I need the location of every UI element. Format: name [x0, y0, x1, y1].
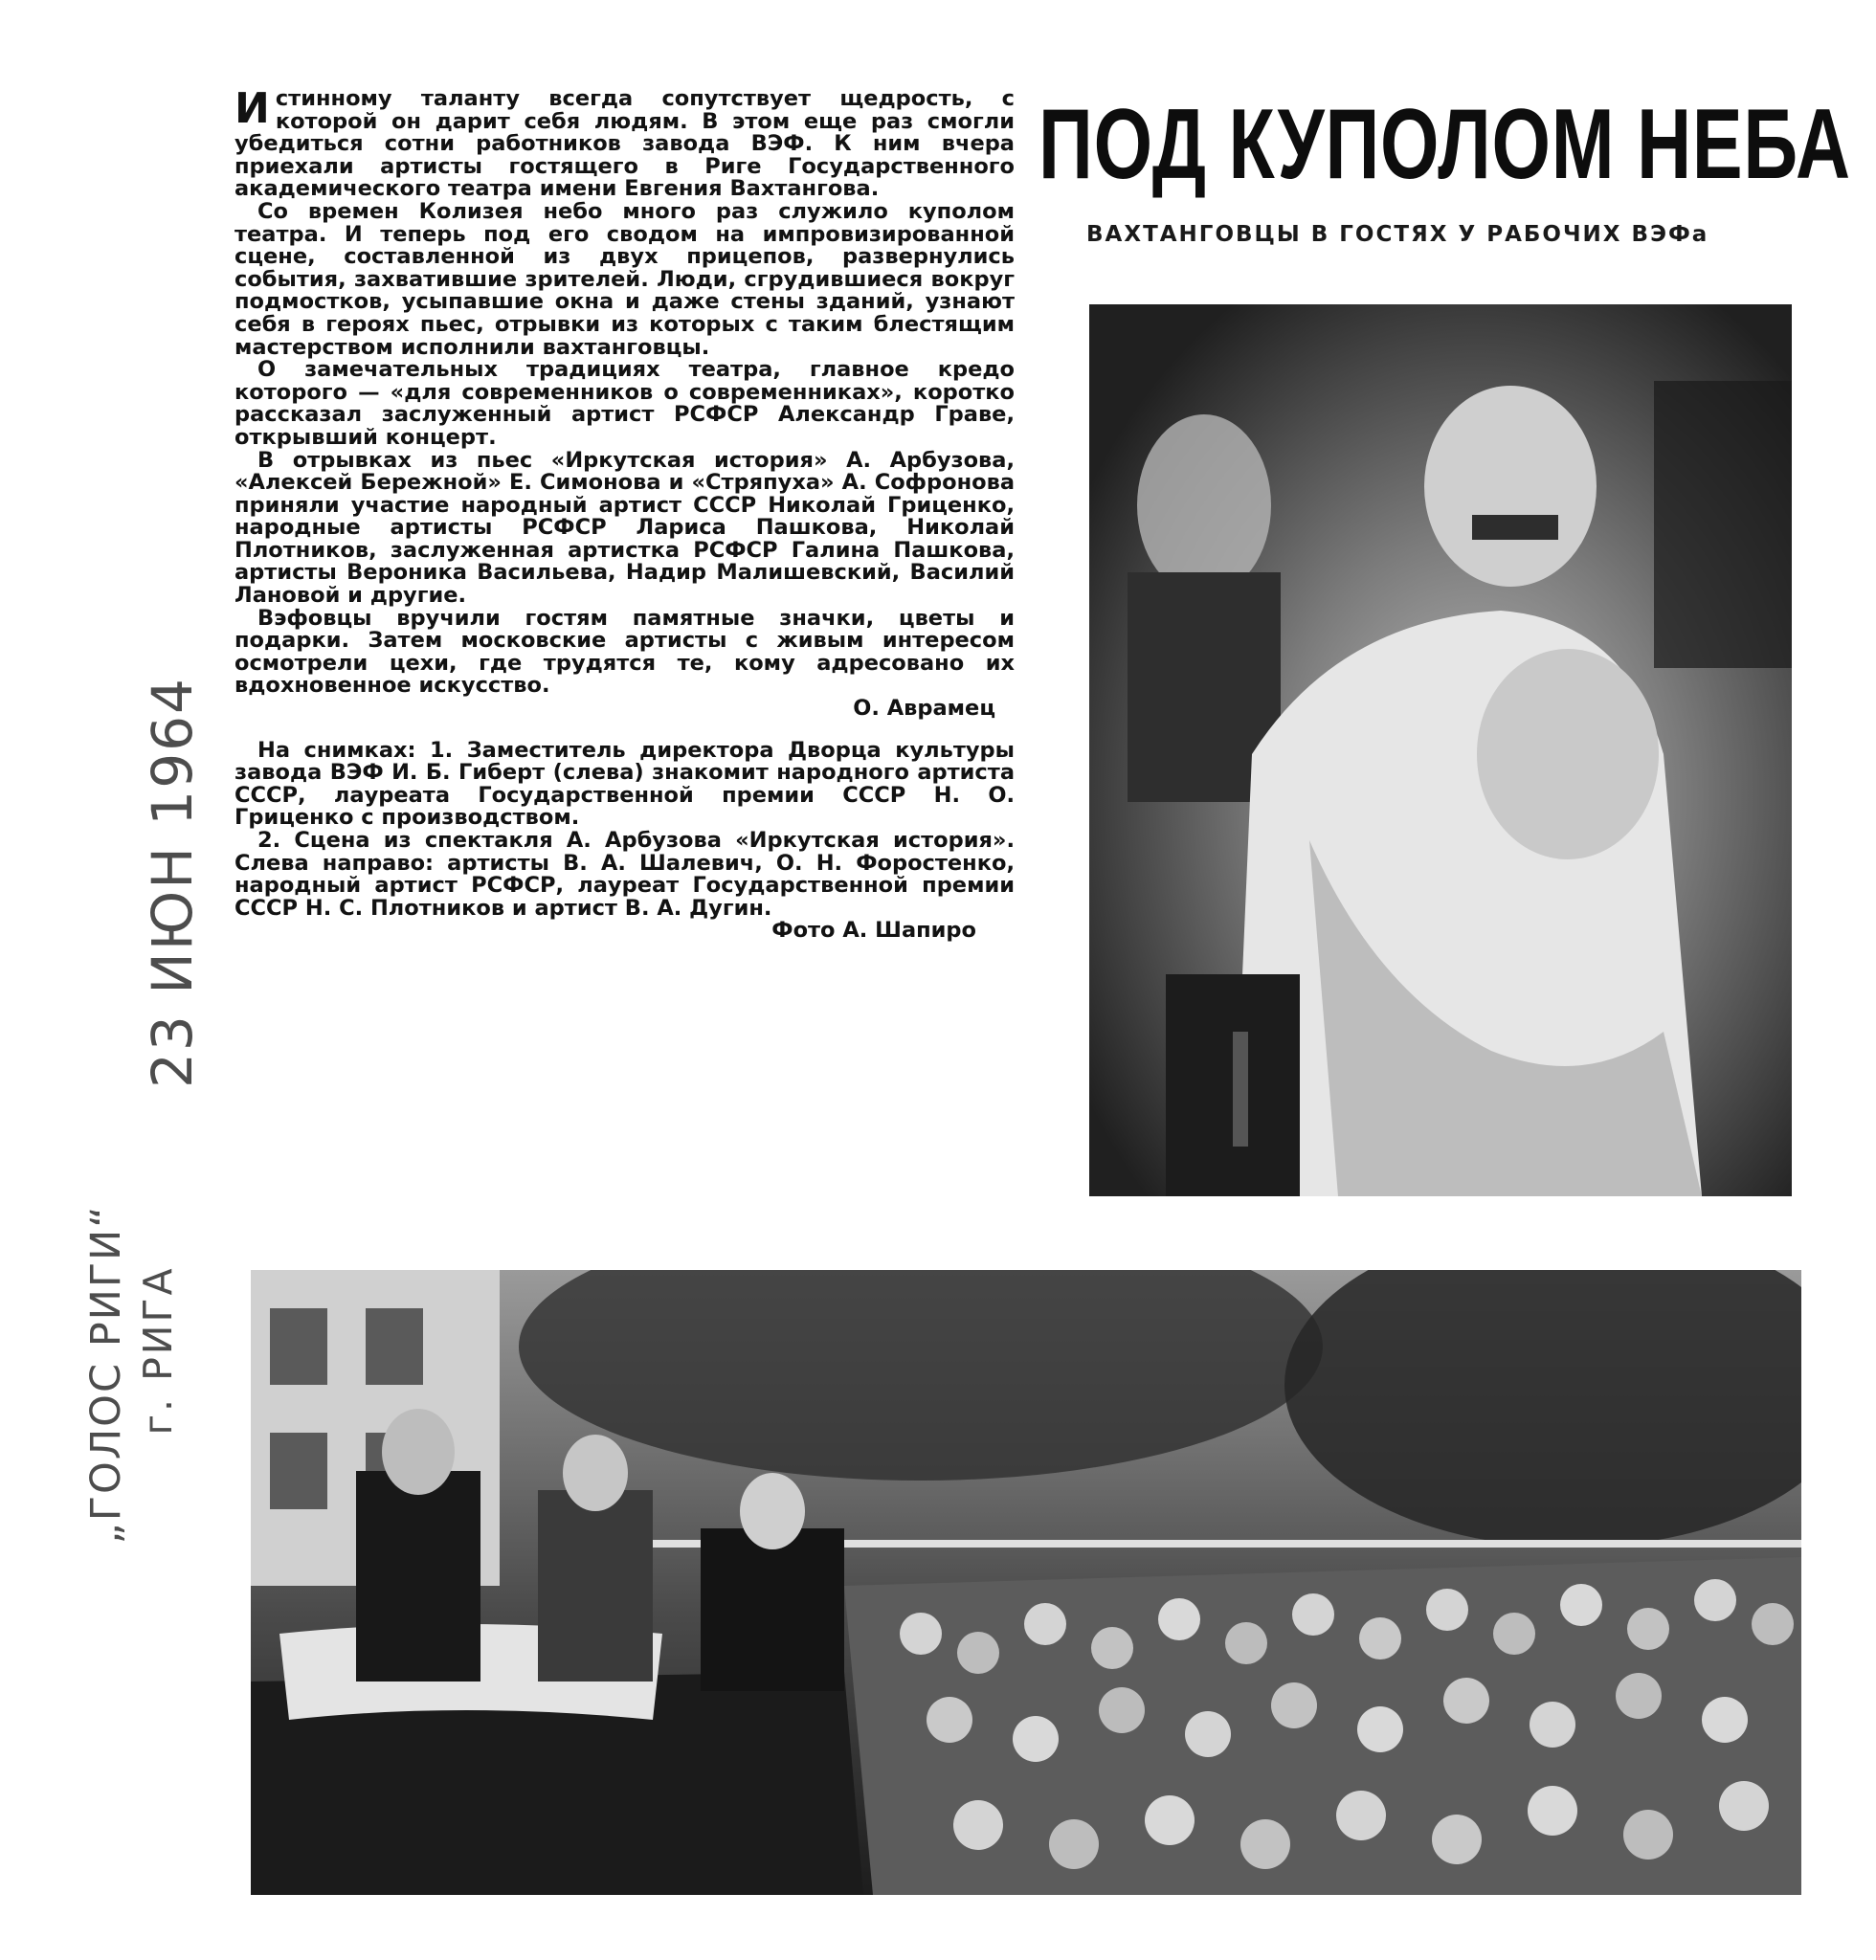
photo-stage-scene: [251, 1270, 1801, 1895]
photo-captions: [234, 737, 1015, 944]
article-paragraph-3: О замечательных традициях театра, главное кредо которого — «для современников о современниках», коротко рассказал заслуженный артист РСФСР Александр Граве, открывший концерт.: [234, 357, 1015, 450]
author-signature: О. Аврамец: [853, 696, 995, 722]
city-stamp: г. РИГА: [135, 1265, 181, 1436]
article-body: [234, 84, 1015, 944]
newspaper-name-stamp: „ГОЛОС РИГИ“: [82, 1204, 130, 1545]
article-paragraph-5: Вэфовцы вручили гостям памятные значки, цветы и подарки. Затем московские артисты с живым интересом осмотрели цехи, где трудятся те, кому адресовано их вдохновенное искусство.: [234, 605, 1015, 699]
paragraph-1-text: стинному таланту всегда сопутствует щедрость, с которой он дарит себя людям. В этом еще раз смогли убедиться сотни работников завода ВЭФ. К ним вчера приехали артисты гостящего в Риге Государственного академического театра имени Евгения Вахтангова.: [234, 86, 1015, 202]
photo-workshop-image: [1089, 304, 1792, 1196]
article-paragraph-4: В отрывках из пьес «Иркутская история» А. Арбузова, «Алексей Бережной» Е. Симонова и «Стряпуха» А. Софронова приняли участие народный артист СССР Николай Гриценко, народные артисты РСФСР Лариса Пашкова, Николай Плотников, заслуженная артистка РСФСР Галина Пашкова, артисты Вероника Васильева, Надир Малишевский, Василий Лановой и другие.: [234, 447, 1015, 609]
photo-caption-2: 2. Сцена из спектакля А. Арбузова «Иркутская история». Слева направо: артисты В. А. Шалевич, О. Н. Форостенко, народный артист РСФСР, лауреат Государственной премии СССР Н. С. Плотников и артист В. А. Дугин.: [234, 828, 1015, 921]
photo-stage-image: [251, 1270, 1801, 1895]
photo-workshop-visit: [1089, 304, 1792, 1196]
archive-date-stamp: 23 ИЮН 1964: [140, 677, 205, 1088]
photo-credit: Фото А. Шапиро: [771, 918, 976, 944]
photo-caption-1: На снимках: 1. Заместитель директора Дворца культуры завода ВЭФ И. Б. Гиберт (слева) знакомит народного артиста СССР, лауреата Государственной премии СССР Н. О. Гриценко с производством.: [234, 737, 1015, 831]
article-subheadline: ВАХТАНГОВЦЫ В ГОСТЯХ У РАБОЧИХ ВЭФа: [1086, 222, 1709, 247]
article-paragraph-2: Со времен Колизея небо много раз служило куполом театра. И теперь под его сводом на импровизированной сцене, составленной из двух прицепов, развернулись события, захватившие зрителей. Люди, сгрудившиеся вокруг подмостков, усыпавшие окна и даже стены зданий, узнают себя в героях пьес, отрывки из которых с таким блестящим мастерством исполнили вахтанговцы.: [234, 198, 1015, 360]
drop-cap: И: [234, 84, 270, 133]
article-headline: ПОД КУПОЛОМ НЕБА: [1038, 89, 1851, 200]
article-paragraph-1: [234, 84, 1015, 202]
